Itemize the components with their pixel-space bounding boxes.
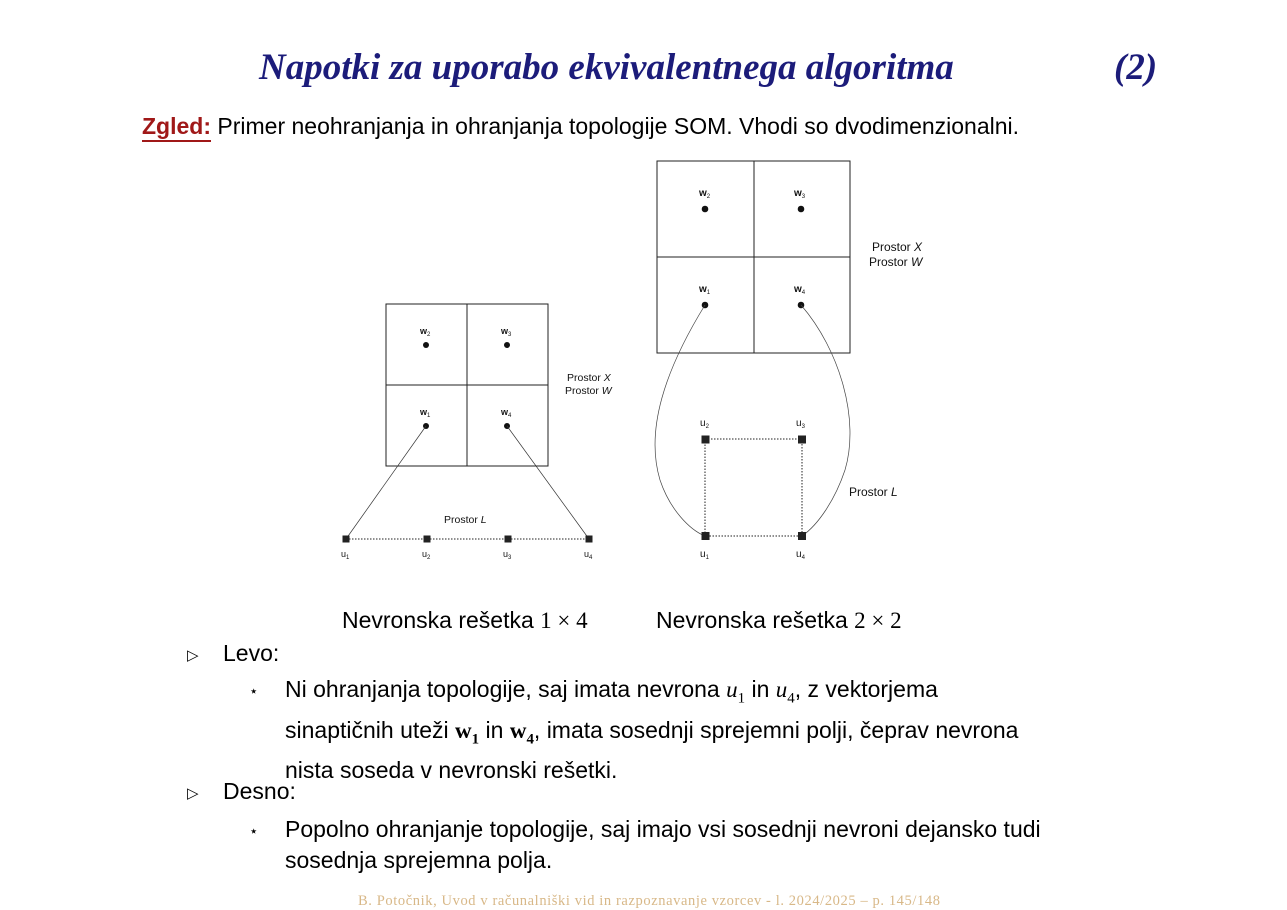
left-text-part-3: , z vektorjema [794, 676, 938, 702]
slide-footer: B. Potočnik, Uvod v računalniški vid in razpoznavanje vzorcev - l. 2024/2025 – p. 145/148 [358, 893, 941, 909]
left-text-part-4: sinaptičnih uteži [285, 716, 449, 743]
left-w4-label: $w_4$ [501, 407, 512, 419]
left-w3-label: $w_3$ [501, 326, 512, 338]
right-neuron-u1 [702, 532, 710, 540]
right-space-l-label: Prostor L [849, 485, 898, 499]
left-neuron-u1 [343, 536, 350, 543]
caption-right-text: Nevronska rešetka [656, 607, 848, 633]
bullet-right-body [285, 814, 1145, 876]
slide-title-text: Napotki za uporabo ekvivalentnega algoritma [259, 47, 954, 88]
bullet-left-body [285, 674, 1145, 786]
left-neuron-u4 [586, 536, 593, 543]
right-text-part-1: Popolno ohranjanje topologije, saj imajo vsi sosednji nevroni dejansko tudi [285, 816, 1041, 842]
right-neuron-u4 [798, 532, 806, 540]
right-space-x-label: Prostor X [872, 240, 923, 254]
caption-left [342, 607, 588, 634]
right-neuron-u3 [798, 436, 806, 444]
left-space-x-label: Prostor X [567, 372, 611, 384]
example-text: Primer neohranjanja in ohranjanja topologije SOM. Vhodi so dvodimenzionalni. [217, 113, 1020, 139]
caption-right-math: 2 × 2 [854, 608, 902, 633]
right-neuron-u2 [702, 436, 710, 444]
left-neuron-u3 [505, 536, 512, 543]
right-space-w-label: Prostor W [869, 255, 923, 269]
left-u1-label: $u_1$ [341, 549, 350, 561]
left-w3-point [504, 342, 510, 348]
example-label: Zgled: [142, 113, 211, 142]
left-text-part-2: in [751, 676, 770, 702]
caption-right [656, 607, 902, 634]
left-text-part-6: , imata sosednji sprejemni polji, čeprav nevrona [533, 716, 1019, 743]
triangle-bullet-icon: ▷ [187, 647, 199, 664]
left-space-l-label: Prostor L [444, 514, 487, 526]
left-text-part-1: Ni ohranjanja topologije, saj imata nevrona [285, 676, 720, 702]
caption-left-math: 1 × 4 [540, 608, 588, 633]
right-lattice-square [705, 439, 802, 536]
right-text-part-2: sosednja sprejemna polja. [285, 847, 553, 873]
star-bullet-icon: ⋆ [249, 823, 259, 840]
right-diagram [655, 161, 924, 561]
left-u4-label: $u_4$ [584, 549, 593, 561]
left-diagram [341, 304, 613, 561]
slide-number-label: (2) [1114, 47, 1158, 88]
left-space-w-label: Prostor W [565, 385, 612, 397]
right-link-u1-w1 [655, 305, 705, 536]
right-w2-point [702, 206, 709, 213]
right-u3-label: $u_3$ [796, 418, 805, 430]
star-bullet-icon: ⋆ [249, 683, 259, 700]
left-u3-label: $u_3$ [503, 549, 512, 561]
left-w2-label: $w_2$ [420, 326, 431, 338]
right-w4-label: $w_4$ [794, 284, 806, 296]
right-w3-point [798, 206, 805, 213]
right-w3-label: $w_3$ [794, 188, 806, 200]
left-w2-point [423, 342, 429, 348]
right-u4-label: $u_4$ [796, 549, 805, 561]
triangle-bullet-icon: ▷ [187, 785, 199, 802]
caption-left-text: Nevronska rešetka [342, 607, 534, 633]
bullet-right-heading: Desno: [223, 778, 296, 804]
left-u2-label: $u_2$ [422, 549, 431, 561]
right-u2-label: $u_2$ [700, 418, 709, 430]
left-text-part-7: nista soseda v nevronski rešetki. [285, 757, 618, 784]
left-text-part-5: in [485, 716, 504, 743]
right-u1-label: $u_1$ [700, 549, 709, 561]
right-w1-label: $w_1$ [699, 284, 711, 296]
left-neuron-u2 [424, 536, 431, 543]
math-u1: $u_1$ [726, 677, 746, 707]
bullet-left-heading: Levo: [223, 640, 280, 666]
right-link-u4-w4 [801, 305, 850, 536]
left-w1-label: $w_1$ [420, 407, 431, 419]
math-w1: $w_1$ [455, 717, 480, 748]
math-w4: $w_4$ [509, 717, 534, 748]
math-u4: $u_4$ [775, 677, 795, 707]
right-w2-label: $w_2$ [699, 188, 711, 200]
